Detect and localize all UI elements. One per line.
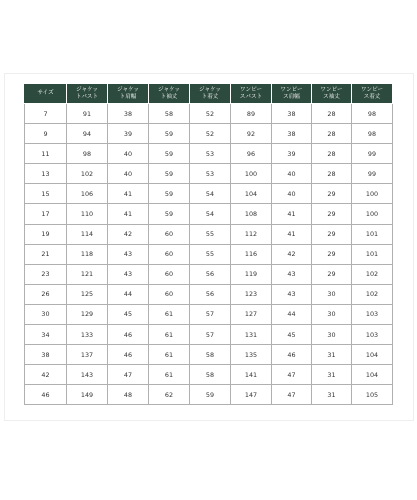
measurement-cell: 94 — [67, 124, 108, 144]
size-cell: 13 — [25, 164, 67, 184]
measurement-cell: 60 — [149, 244, 190, 264]
size-cell: 7 — [25, 104, 67, 124]
measurement-cell: 112 — [231, 224, 272, 244]
measurement-cell: 149 — [67, 385, 108, 405]
measurement-cell: 45 — [272, 325, 312, 345]
measurement-cell: 56 — [190, 284, 231, 304]
measurement-cell: 47 — [272, 365, 312, 385]
measurement-cell: 98 — [67, 144, 108, 164]
table-row — [25, 304, 393, 324]
measurement-cell: 58 — [149, 104, 190, 124]
measurement-cell: 110 — [67, 204, 108, 224]
header-dress-length: ワンピー ス着丈 — [352, 84, 393, 104]
measurement-cell: 58 — [190, 365, 231, 385]
table-row — [25, 325, 393, 345]
table-row — [25, 144, 393, 164]
measurement-cell: 30 — [312, 325, 352, 345]
measurement-cell: 118 — [67, 244, 108, 264]
size-cell: 42 — [25, 365, 67, 385]
measurement-cell: 48 — [108, 385, 149, 405]
size-cell: 11 — [25, 144, 67, 164]
measurement-cell: 53 — [190, 164, 231, 184]
measurement-cell: 61 — [149, 345, 190, 365]
measurement-cell: 53 — [190, 144, 231, 164]
measurement-cell: 41 — [108, 184, 149, 204]
measurement-cell: 40 — [108, 164, 149, 184]
measurement-cell: 31 — [312, 345, 352, 365]
size-cell: 21 — [25, 244, 67, 264]
measurement-cell: 42 — [272, 244, 312, 264]
measurement-cell: 137 — [67, 345, 108, 365]
measurement-cell: 41 — [272, 224, 312, 244]
table-row — [25, 284, 393, 304]
measurement-cell: 41 — [272, 204, 312, 224]
measurement-cell: 98 — [352, 104, 393, 124]
measurement-cell: 52 — [190, 104, 231, 124]
measurement-cell: 99 — [352, 144, 393, 164]
measurement-cell: 59 — [149, 144, 190, 164]
measurement-cell: 42 — [108, 224, 149, 244]
size-cell: 38 — [25, 345, 67, 365]
measurement-cell: 29 — [312, 184, 352, 204]
measurement-cell: 102 — [352, 284, 393, 304]
measurement-cell: 44 — [108, 284, 149, 304]
table-row — [25, 204, 393, 224]
measurement-cell: 141 — [231, 365, 272, 385]
header-dress-bust: ワンピー スバスト — [231, 84, 272, 104]
measurement-cell: 108 — [231, 204, 272, 224]
measurement-cell: 104 — [231, 184, 272, 204]
measurement-cell: 129 — [67, 304, 108, 324]
measurement-cell: 54 — [190, 184, 231, 204]
measurement-cell: 31 — [312, 385, 352, 405]
measurement-cell: 121 — [67, 264, 108, 284]
size-cell: 46 — [25, 385, 67, 405]
header-dress-sleeve: ワンピー ス袖丈 — [312, 84, 352, 104]
measurement-cell: 44 — [272, 304, 312, 324]
measurement-cell: 103 — [352, 304, 393, 324]
measurement-cell: 29 — [312, 264, 352, 284]
size-cell: 17 — [25, 204, 67, 224]
measurement-cell: 31 — [312, 365, 352, 385]
size-cell: 9 — [25, 124, 67, 144]
measurement-cell: 59 — [149, 184, 190, 204]
measurement-cell: 89 — [231, 104, 272, 124]
measurement-cell: 40 — [272, 184, 312, 204]
measurement-cell: 55 — [190, 224, 231, 244]
measurement-cell: 28 — [312, 124, 352, 144]
table-row — [25, 244, 393, 264]
measurement-cell: 147 — [231, 385, 272, 405]
measurement-cell: 40 — [108, 144, 149, 164]
table-row — [25, 224, 393, 244]
measurement-cell: 38 — [108, 104, 149, 124]
header-jacket-length: ジャケッ ト着丈 — [190, 84, 231, 104]
measurement-cell: 40 — [272, 164, 312, 184]
measurement-cell: 101 — [352, 244, 393, 264]
header-jacket-sleeve: ジャケッ ト袖丈 — [149, 84, 190, 104]
table-row — [25, 164, 393, 184]
table-row — [25, 385, 393, 405]
measurement-cell: 45 — [108, 304, 149, 324]
size-cell: 34 — [25, 325, 67, 345]
measurement-cell: 123 — [231, 284, 272, 304]
measurement-cell: 131 — [231, 325, 272, 345]
measurement-cell: 100 — [352, 184, 393, 204]
measurement-cell: 100 — [352, 204, 393, 224]
header-row — [25, 84, 393, 104]
measurement-cell: 105 — [352, 385, 393, 405]
size-cell: 23 — [25, 264, 67, 284]
measurement-cell: 30 — [312, 304, 352, 324]
measurement-cell: 38 — [272, 124, 312, 144]
measurement-cell: 106 — [67, 184, 108, 204]
measurement-cell: 29 — [312, 224, 352, 244]
measurement-cell: 39 — [108, 124, 149, 144]
measurement-cell: 102 — [67, 164, 108, 184]
measurement-cell: 43 — [272, 284, 312, 304]
measurement-cell: 96 — [231, 144, 272, 164]
header-jacket-shoulder: ジャケッ ト肩幅 — [108, 84, 149, 104]
measurement-cell: 46 — [108, 325, 149, 345]
measurement-cell: 100 — [231, 164, 272, 184]
header-dress-shoulder: ワンピー ス肩幅 — [272, 84, 312, 104]
table-row — [25, 365, 393, 385]
measurement-cell: 55 — [190, 244, 231, 264]
measurement-cell: 101 — [352, 224, 393, 244]
measurement-cell: 103 — [352, 325, 393, 345]
header-jacket-bust: ジャケッ トバスト — [67, 84, 108, 104]
measurement-cell: 91 — [67, 104, 108, 124]
measurement-cell: 28 — [312, 164, 352, 184]
size-cell: 15 — [25, 184, 67, 204]
measurement-cell: 58 — [190, 345, 231, 365]
size-chart-body — [25, 104, 393, 405]
measurement-cell: 61 — [149, 304, 190, 324]
measurement-cell: 39 — [272, 144, 312, 164]
measurement-cell: 61 — [149, 365, 190, 385]
size-cell: 19 — [25, 224, 67, 244]
measurement-cell: 59 — [149, 164, 190, 184]
measurement-cell: 38 — [272, 104, 312, 124]
measurement-cell: 60 — [149, 264, 190, 284]
measurement-cell: 104 — [352, 345, 393, 365]
measurement-cell: 116 — [231, 244, 272, 264]
measurement-cell: 57 — [190, 325, 231, 345]
measurement-cell: 54 — [190, 204, 231, 224]
measurement-cell: 104 — [352, 365, 393, 385]
measurement-cell: 28 — [312, 144, 352, 164]
measurement-cell: 57 — [190, 304, 231, 324]
measurement-cell: 41 — [108, 204, 149, 224]
measurement-cell: 125 — [67, 284, 108, 304]
measurement-cell: 43 — [108, 244, 149, 264]
table-row — [25, 124, 393, 144]
measurement-cell: 114 — [67, 224, 108, 244]
measurement-cell: 59 — [149, 204, 190, 224]
measurement-cell: 62 — [149, 385, 190, 405]
measurement-cell: 29 — [312, 204, 352, 224]
measurement-cell: 47 — [108, 365, 149, 385]
measurement-cell: 59 — [190, 385, 231, 405]
table-row — [25, 184, 393, 204]
measurement-cell: 133 — [67, 325, 108, 345]
measurement-cell: 135 — [231, 345, 272, 365]
measurement-cell: 43 — [272, 264, 312, 284]
table-row — [25, 264, 393, 284]
measurement-cell: 43 — [108, 264, 149, 284]
header-size: サイズ — [25, 84, 67, 104]
size-cell: 30 — [25, 304, 67, 324]
measurement-cell: 52 — [190, 124, 231, 144]
measurement-cell: 92 — [231, 124, 272, 144]
measurement-cell: 59 — [149, 124, 190, 144]
measurement-cell: 127 — [231, 304, 272, 324]
measurement-cell: 28 — [312, 104, 352, 124]
table-row — [25, 345, 393, 365]
measurement-cell: 102 — [352, 264, 393, 284]
measurement-cell: 99 — [352, 164, 393, 184]
measurement-cell: 46 — [272, 345, 312, 365]
measurement-cell: 29 — [312, 244, 352, 264]
table-row — [25, 104, 393, 124]
measurement-cell: 60 — [149, 284, 190, 304]
measurement-cell: 56 — [190, 264, 231, 284]
measurement-cell: 60 — [149, 224, 190, 244]
measurement-cell: 46 — [108, 345, 149, 365]
size-cell: 26 — [25, 284, 67, 304]
measurement-cell: 143 — [67, 365, 108, 385]
measurement-cell: 47 — [272, 385, 312, 405]
measurement-cell: 98 — [352, 124, 393, 144]
size-chart-table — [24, 83, 393, 405]
measurement-cell: 61 — [149, 325, 190, 345]
measurement-cell: 119 — [231, 264, 272, 284]
measurement-cell: 30 — [312, 284, 352, 304]
